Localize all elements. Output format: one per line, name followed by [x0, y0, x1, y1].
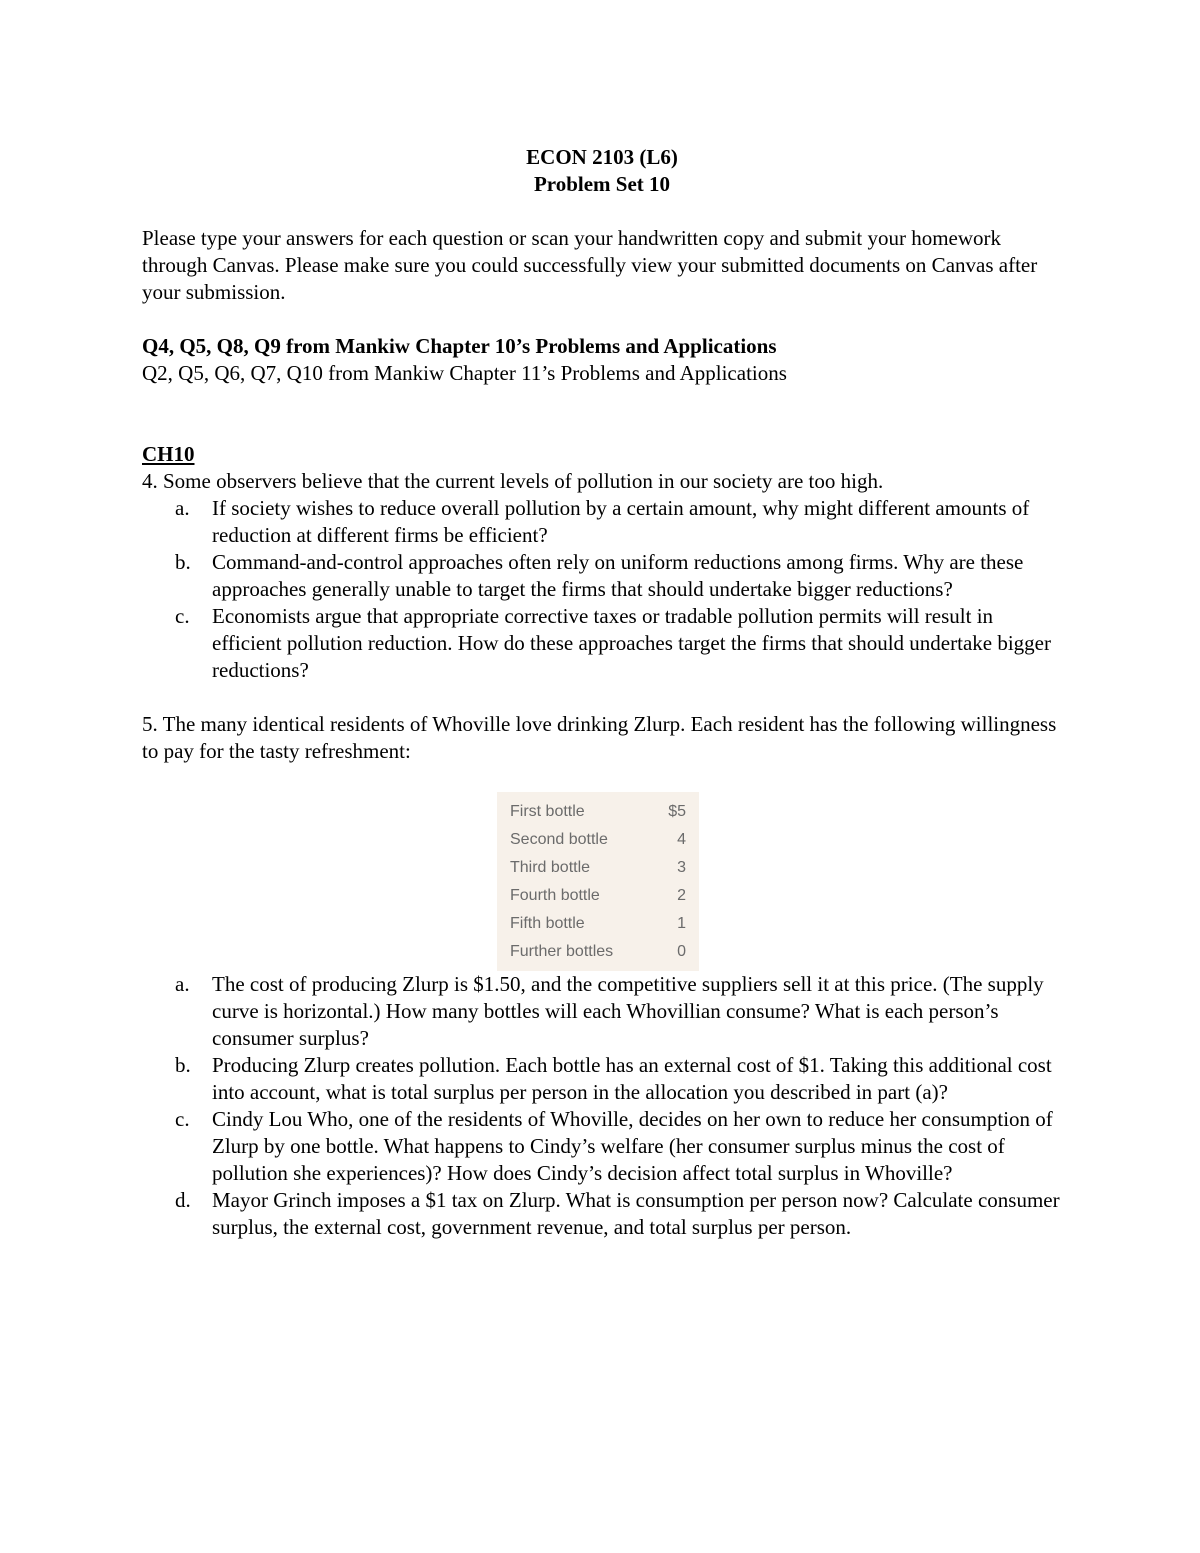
table-cell-value: 0: [677, 942, 686, 960]
assignment-list: [142, 333, 1062, 387]
table-cell-value: 4: [677, 830, 686, 848]
table-row: [497, 937, 699, 965]
table-cell-label: Third bottle: [510, 858, 591, 876]
table-cell-value: 3: [677, 858, 686, 876]
question-5: [142, 711, 1062, 1241]
list-marker: b.: [175, 550, 191, 574]
section-heading-ch10: CH10: [142, 442, 195, 466]
question-5-parts: [142, 971, 1062, 1241]
list-item-text: Command-and-control approaches often rely on uniform reductions among firms. Why are these approaches generally unable to target the firms that should undertake bigger reductions?: [212, 550, 1024, 601]
document-page: [142, 144, 1062, 1241]
question-4: [142, 468, 1062, 684]
course-heading: ECON 2103 (L6): [526, 145, 678, 169]
table-cell-value: 1: [677, 914, 686, 932]
list-item: [142, 971, 1062, 1052]
list-item-text: Cindy Lou Who, one of the residents of Whoville, decides on her own to reduce her consumption of Zlurp by one bottle. What happens to Cindy’s welfare (her consumer surplus minus the cost of pollution she experiences)? How does Cindy’s decision affect total surplus in Whoville?: [212, 1107, 1053, 1185]
question-4-parts: [142, 495, 1062, 684]
list-marker: a.: [175, 496, 190, 520]
table-row: [497, 825, 699, 853]
table-row: [497, 853, 699, 881]
list-item-text: If society wishes to reduce overall pollution by a certain amount, why might different amounts of reduction at different firms be efficient?: [212, 496, 1030, 547]
instructions-paragraph: Please type your answers for each question or scan your handwritten copy and submit your homework through Canvas. Please make sure you could successfully view your submitted documents on Canvas after your submission.: [142, 226, 1038, 304]
willingness-to-pay-table: [497, 792, 699, 971]
question-4-stem: 4. Some observers believe that the current levels of pollution in our society are too high.: [142, 469, 884, 493]
list-item-text: The cost of producing Zlurp is $1.50, and the competitive suppliers sell it at this price. (The supply curve is horizontal.) How many bottles will each Whovillian consume? What is each person’s consumer surplus?: [212, 972, 1044, 1050]
list-item: [142, 1052, 1062, 1106]
list-item: [142, 1187, 1062, 1241]
list-item-text: Economists argue that appropriate corrective taxes or tradable pollution permits will result in efficient pollution reduction. How do these approaches target the firms that should undertake bigger reductions?: [212, 604, 1051, 682]
list-item-text: Producing Zlurp creates pollution. Each bottle has an external cost of $1. Taking this additional cost into account, what is total surplus per person in the allocation you described in part (a)?: [212, 1053, 1052, 1104]
list-item: [142, 1106, 1062, 1187]
table-cell-value: 2: [677, 886, 686, 904]
title-block: [142, 144, 1062, 198]
list-item-text: Mayor Grinch imposes a $1 tax on Zlurp. What is consumption per person now? Calculate consumer surplus, the external cost, government revenue, and total surplus per person.: [212, 1188, 1060, 1239]
list-marker: c.: [175, 1107, 190, 1131]
list-item: [142, 495, 1062, 549]
table-cell-label: Second bottle: [510, 830, 608, 848]
list-marker: c.: [175, 604, 190, 628]
list-marker: d.: [175, 1188, 191, 1212]
assignment-chapter-10: Q4, Q5, Q8, Q9 from Mankiw Chapter 10’s Problems and Applications: [142, 334, 777, 358]
list-item: [142, 603, 1062, 684]
list-marker: a.: [175, 972, 190, 996]
question-5-stem: 5. The many identical residents of Whoville love drinking Zlurp. Each resident has the following willingness to pay for the tasty refreshment:: [142, 712, 1057, 763]
table-cell-label: First bottle: [510, 802, 585, 820]
table-cell-label: Fourth bottle: [510, 886, 600, 904]
table-row: [497, 909, 699, 937]
assignment-chapter-11: Q2, Q5, Q6, Q7, Q10 from Mankiw Chapter 11’s Problems and Applications: [142, 361, 787, 385]
list-marker: b.: [175, 1053, 191, 1077]
page-title: Problem Set 10: [533, 172, 671, 196]
table-cell-label: Further bottles: [510, 942, 614, 960]
table-row: [497, 881, 699, 909]
list-item: [142, 549, 1062, 603]
table-cell-value: $5: [668, 802, 686, 820]
table-row: [497, 797, 699, 825]
table-cell-label: Fifth bottle: [510, 914, 585, 932]
